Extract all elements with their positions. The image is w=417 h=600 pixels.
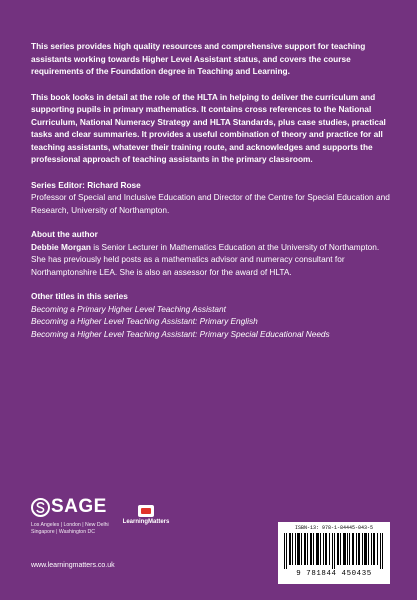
cities-line-1: Los Angeles | London | New Delhi [31,522,109,528]
series-editor-section [31,179,391,217]
publisher-website: www.learningmatters.co.uk [31,562,115,569]
other-title-item: Becoming a Higher Level Teaching Assistant: Primary Special Educational Needs [31,328,330,339]
barcode-bars-icon [282,533,386,569]
series-editor-title: Series Editor: Richard Rose [31,179,141,190]
barcode-digits: 9 781844 450435 [296,570,372,578]
intro-paragraph: This series provides high quality resources and comprehensive support for teaching assistants working towards Higher Level Assistant status, and covers the course requirements of the Foundation degree in Teaching and Learning. [31,41,366,76]
cities-line-2: Singapore | Washington DC [31,529,96,535]
other-title-item: Becoming a Primary Higher Level Teaching Assistant [31,303,226,314]
other-titles-section [31,290,391,340]
other-titles-title: Other titles in this series [31,291,128,301]
isbn-barcode [278,522,390,584]
back-cover-text [31,40,391,340]
author-bio: is Senior Lecturer in Mathematics Education at the University of Northampton. She has previously held posts as a mathematics advisor and numeracy consultant for Northamptonshire LEA. She is also an assessor for the award of HLTA. [31,241,380,277]
sage-wordmark: SAGE [51,496,107,517]
book-description: This book looks in detail at the role of the HLTA in helping to deliver the curriculum and supporting pupils in primary mathematics. It contains cross references to the National Curriculum, National Numeracy Strategy and HLTA Standards, plus case studies, practical tasks and clear summaries. It provides a useful combination of theory and practice for all teaching assistants, whatever their training route, and acknowledges and supports the professional approach of teaching assistants in the primary classroom. [31,91,386,164]
about-author-text [31,241,391,279]
isbn-number: ISBN-13: 978-1-84445-043-5 [294,525,373,531]
about-author-section [31,228,391,278]
learning-matters-icon [138,505,154,517]
learning-matters-wordmark: LearningMatters [122,519,170,525]
learning-matters-logo [116,505,176,525]
sage-s-icon [31,498,50,517]
about-author-title: About the author [31,229,98,239]
other-title-item: Becoming a Higher Level Teaching Assistant: Primary English [31,316,258,326]
series-editor-text: Professor of Special and Inclusive Education and Director of the Centre for Special Education and Research, University of Northampton. [31,192,390,215]
author-name: Debbie Morgan [31,241,91,252]
